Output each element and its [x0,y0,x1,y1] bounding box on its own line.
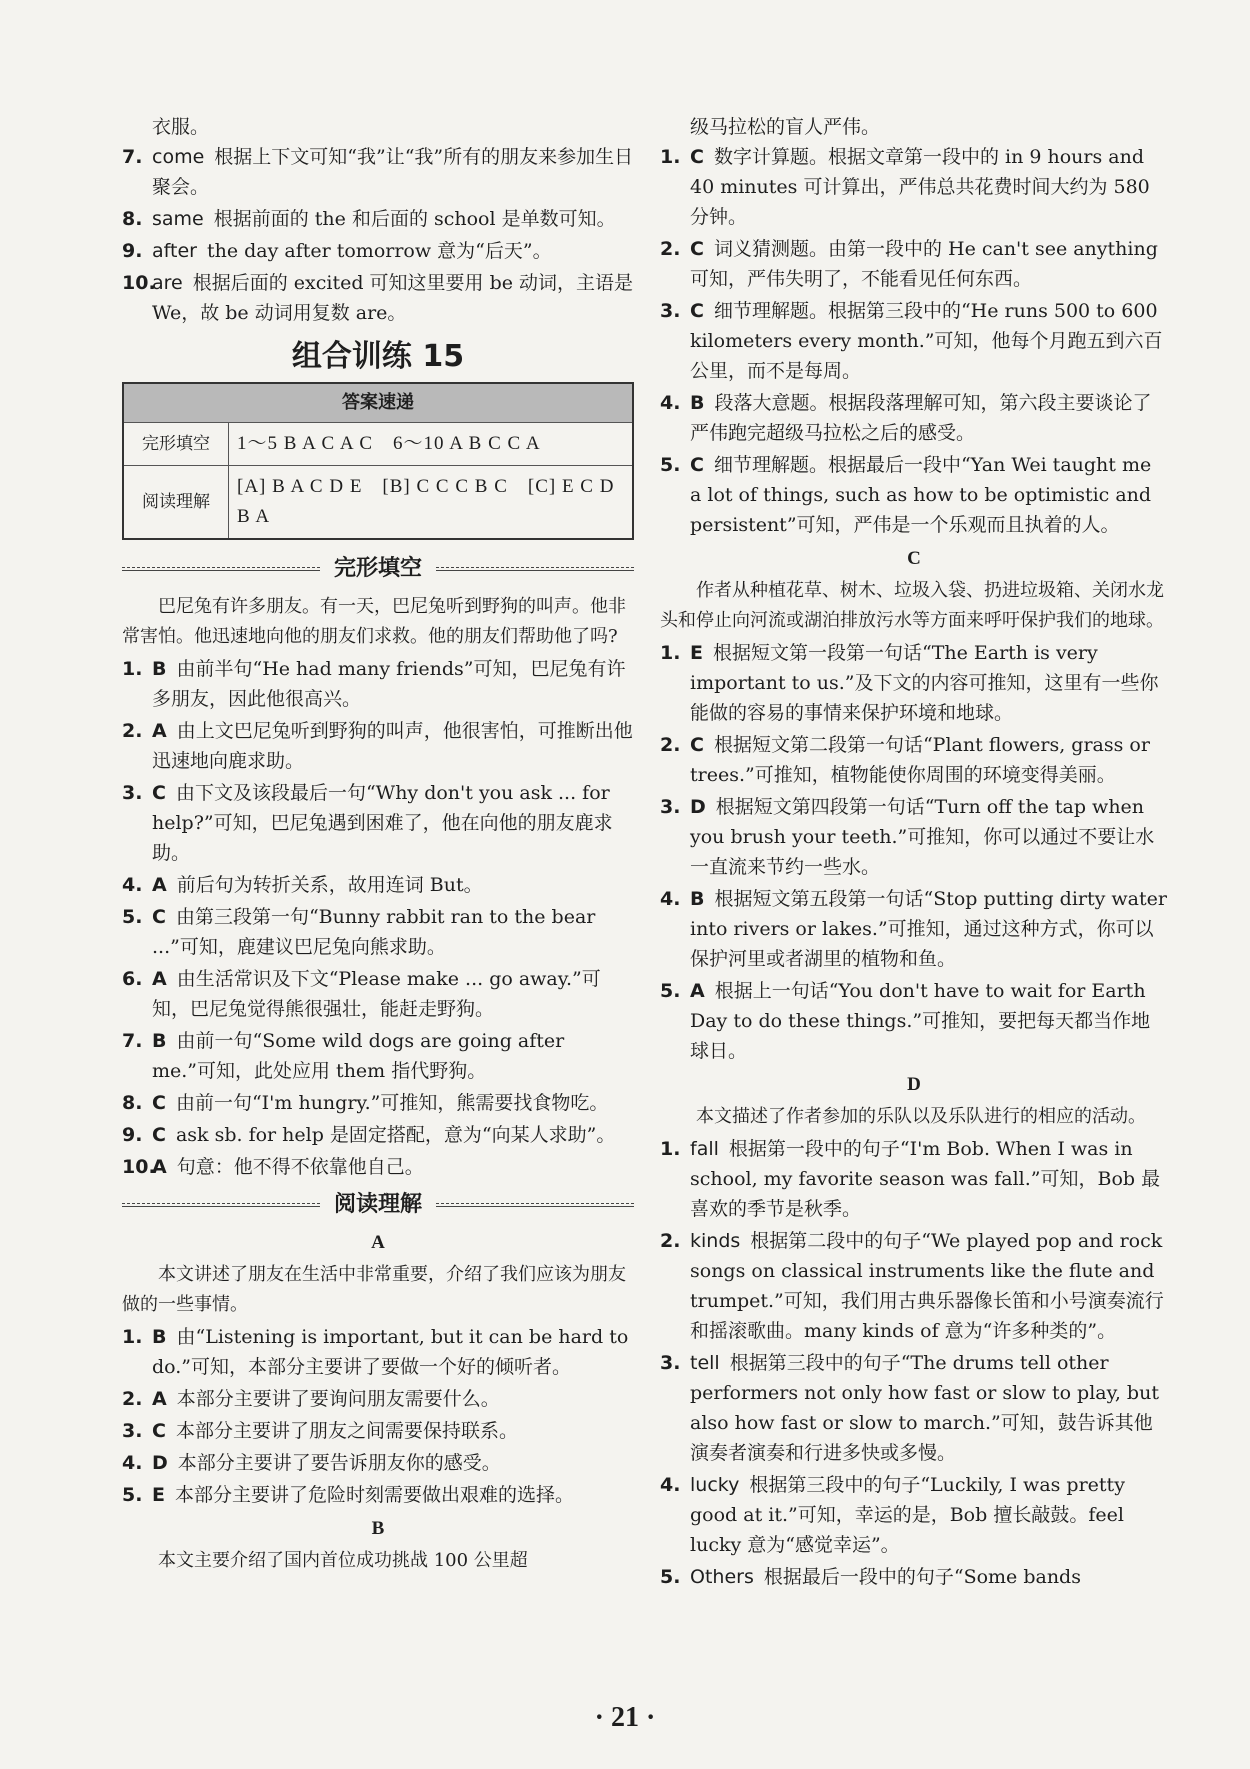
list-item: 4. B 段落大意题。根据段落理解可知，第六段主要谈论了严伟跑完超级马拉松之后的感受。 [660,392,1152,444]
items-top [122,142,634,328]
list-item: 5. C 由第三段第一句“Bunny rabbit ran to the bear ...”可知，鹿建议巴尼兔向熊求助。 [122,906,596,958]
list-item: 5. Others 根据最后一段中的句子“Some bands [660,1566,1081,1588]
list-item: 4. B 根据短文第五段第一句话“Stop putting dirty water into rivers or lakes.”可推知，通过这种方式，你可以保护河里或者湖里的植物和鱼。 [660,888,1167,970]
list-item: 8. same 根据前面的 the 和后面的 school 是单数可知。 [122,208,616,230]
list-item: 5. E 本部分主要讲了危险时刻需要做出艰难的选择。 [122,1484,574,1506]
list-item: 9. after the day after tomorrow 意为“后天”。 [122,240,552,262]
section-letter-d: D [907,1074,921,1095]
list-item: 7. B 由前一句“Some wild dogs are going after me.”可知，此处应用 them 指代野狗。 [122,1030,565,1082]
list-item: 2. A 由上文巴尼兔听到野狗的叫声，他很害怕，可推断出他迅速地向鹿求助。 [122,720,633,772]
list-item: 2. C 根据短文第二段第一句话“Plant flowers, grass or trees.”可推知，植物能使你周围的环境变得美丽。 [660,734,1150,786]
section-c-intro: 作者从种植花草、树木、垃圾入袋、扔进垃圾箱、关闭水龙头和停止向河流或湖泊排放污水等方面来呼吁保护我们的地球。 [660,580,1164,631]
cloze-intro: 巴尼兔有许多朋友。有一天，巴尼兔听到野狗的叫声。他非常害怕。他迅速地向他的朋友们求救。他的朋友们帮助他了吗? [122,596,626,647]
list-item: 10. A 句意：他不得不依靠他自己。 [122,1156,424,1178]
list-item: 2. kinds 根据第二段中的句子“We played pop and rock songs on classical instruments like the flute and trumpet.”可知，我们用古典乐器像长笛和小号演奏流行和摇滚歌曲。many kinds of 意为“许多种类的”。 [660,1230,1164,1342]
list-item: 1. fall 根据第一段中的句子“I'm Bob. When I was in school, my favorite season was fall.”可知，Bob 最喜欢的季节是秋季。 [660,1138,1161,1220]
answer-table-header: 答案速递 [123,383,633,423]
list-item: 3. tell 根据第三段中的句子“The drums tell other performers not only how fast or slow to play, but also how fast or slow to march.”可知，鼓告诉其他演奏者演奏和行进多快或多慢。 [660,1352,1159,1464]
list-item: 5. C 细节理解题。根据最后一段中“Yan Wei taught me a lot of things, such as how to be optimistic and persistent”可知，严伟是一个乐观而且执着的人。 [660,454,1152,536]
list-item: 10. are 根据后面的 excited 可知这里要用 be 动词，主语是 We，故 be 动词用复数 are。 [122,272,634,324]
list-item: 2. C 词义猜测题。由第一段中的 He can't see anything 可知，严伟失明了，不能看见任何东西。 [660,238,1158,290]
list-item: 1. E 根据短文第一段第一句话“The Earth is very important to us.”及下文的内容可推知，这里有一些你能做的容易的事情来保护环境和地球。 [660,642,1159,724]
section-d-intro: 本文描述了作者参加的乐队以及乐队进行的相应的活动。 [696,1106,1146,1127]
section-d-items [660,1134,1168,1592]
list-item: 4. A 前后句为转折关系，故用连词 But。 [122,874,483,896]
right-continuation: 级马拉松的盲人严伟。 [690,116,881,138]
left-column [122,112,634,1578]
left-continuation: 衣服。 [152,116,210,138]
list-item: 2. A 本部分主要讲了要询问朋友需要什么。 [122,1388,500,1410]
list-item: 7. come 根据上下文可知“我”让“我”所有的朋友来参加生日聚会。 [122,146,634,198]
section-letter-a: A [371,1232,385,1253]
table-row: 阅读理解 [A] B A C D E [B] C C C B C [C] E C D B A [123,466,633,540]
answer-table [122,382,634,540]
list-item: 3. D 根据短文第四段第一句话“Turn off the tap when you brush your teeth.”可推知，你可以通过不要让水一直流来节约一些水。 [660,796,1155,878]
reading-section-heading: 阅读理解 [122,1190,634,1220]
section-a-intro: 本文讲述了朋友在生活中非常重要，介绍了我们应该为朋友做的一些事情。 [122,1264,626,1315]
section-a-items [122,1322,634,1510]
list-item: 4. lucky 根据第三段中的句子“Luckily, I was pretty good at it.”可知，幸运的是，Bob 擅长敲鼓。feel lucky 意为“感觉幸运”。 [660,1474,1125,1556]
list-item: 3. C 本部分主要讲了朋友之间需要保持联系。 [122,1420,518,1442]
section-letter-c: C [907,548,921,569]
list-item: 8. C 由前一句“I'm hungry.”可推知，熊需要找食物吃。 [122,1092,609,1114]
list-item: 3. C 细节理解题。根据第三段中的“He runs 500 to 600 kilometers every month.”可知，他每个月跑五到六百公里，而不是每周。 [660,300,1163,382]
cloze-section-heading: 完形填空 [122,554,634,584]
table-row: 完形填空 1～5 B A C A C 6～10 A B C C A [123,423,633,466]
page-title: 组合训练 15 [291,339,465,374]
section-b-items [660,142,1168,540]
section-b-intro: 本文主要介绍了国内首位成功挑战 100 公里超 [158,1550,528,1571]
list-item: 5. A 根据上一句话“You don't have to wait for Earth Day to do these things.”可推知，要把每天都当作地球日。 [660,980,1151,1062]
cloze-items [122,654,634,1182]
list-item: 6. A 由生活常识及下文“Please make ... go away.”可知，巴尼兔觉得熊很强壮，能赶走野狗。 [122,968,601,1020]
list-item: 1. C 数字计算题。根据文章第一段中的 in 9 hours and 40 minutes 可计算出，严伟总共花费时间大约为 580 分钟。 [660,146,1150,228]
list-item: 1. B 由“Listening is important, but it can be hard to do.”可知，本部分主要讲了要做一个好的倾听者。 [122,1326,629,1378]
section-letter-b: B [371,1518,385,1539]
list-item: 1. B 由前半句“He had many friends”可知，巴尼兔有许多朋友，因此他很高兴。 [122,658,626,710]
right-column [660,112,1168,1594]
list-item: 9. C ask sb. for help 是固定搭配，意为“向某人求助”。 [122,1124,616,1146]
page-number: · 21 · [594,1702,656,1733]
section-c-items [660,638,1168,1066]
list-item: 4. D 本部分主要讲了要告诉朋友你的感受。 [122,1452,501,1474]
list-item: 3. C 由下文及该段最后一句“Why don't you ask ... for help?”可知，巴尼兔遇到困难了，他在向他的朋友鹿求助。 [122,782,613,864]
